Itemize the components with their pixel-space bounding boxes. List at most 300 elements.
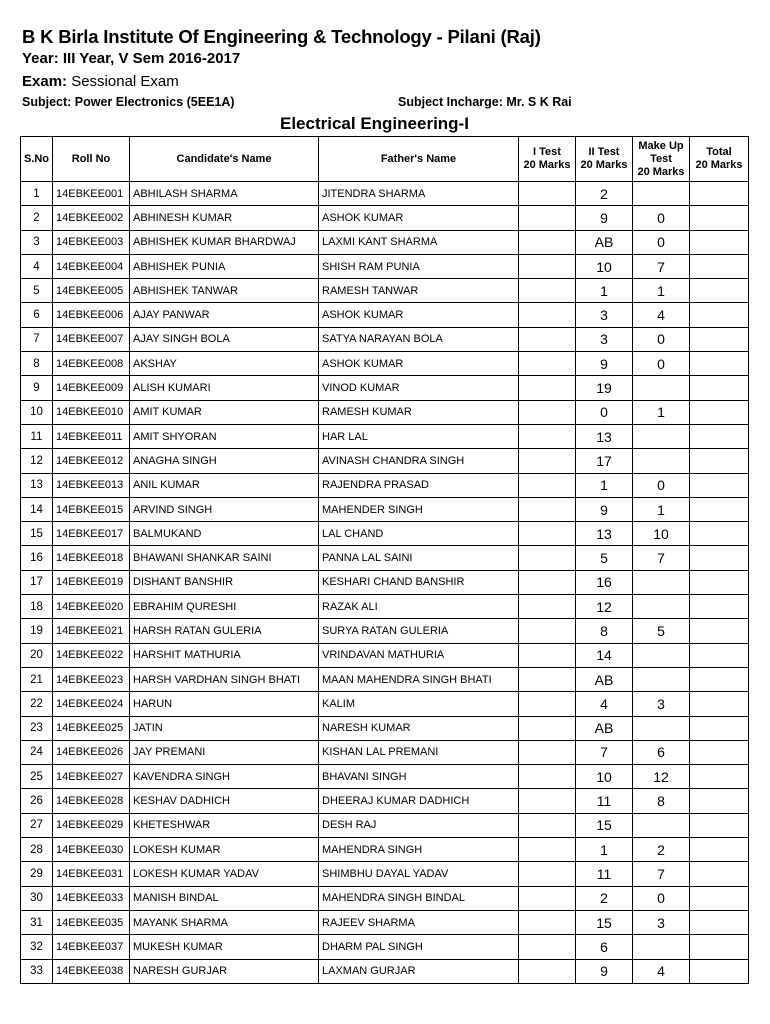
header-total [690, 137, 749, 182]
marks-table [20, 136, 749, 984]
cell-makeup-test: 0 [633, 230, 690, 254]
cell-test-1 [519, 182, 576, 206]
cell-makeup-test: 1 [633, 400, 690, 424]
cell-test-2: AB [576, 716, 633, 740]
cell-candidate-name: ANIL KUMAR [130, 473, 319, 497]
cell-test-2: 9 [576, 497, 633, 521]
cell-total [690, 230, 749, 254]
exam-label: Exam: [22, 73, 68, 90]
table-row [21, 546, 749, 570]
cell-father-name: MAAN MAHENDRA SINGH BHATI [319, 667, 519, 691]
cell-candidate-name: AJAY SINGH BOLA [130, 327, 319, 351]
table-row [21, 959, 749, 983]
cell-father-name: NARESH KUMAR [319, 716, 519, 740]
cell-test-1 [519, 740, 576, 764]
cell-test-1 [519, 716, 576, 740]
cell-sno: 18 [21, 595, 53, 619]
cell-father-name: ASHOK KUMAR [319, 206, 519, 230]
table-row [21, 910, 749, 934]
cell-test-1 [519, 643, 576, 667]
cell-candidate-name: NARESH GURJAR [130, 959, 319, 983]
cell-makeup-test: 4 [633, 303, 690, 327]
cell-father-name: LAL CHAND [319, 522, 519, 546]
header-total-line1: Total [706, 146, 732, 158]
cell-sno: 15 [21, 522, 53, 546]
cell-test-2: 10 [576, 254, 633, 278]
header-test-2 [576, 137, 633, 182]
cell-roll-no: 14EBKEE015 [53, 497, 130, 521]
cell-makeup-test [633, 813, 690, 837]
cell-makeup-test [633, 424, 690, 448]
cell-test-1 [519, 449, 576, 473]
cell-test-1 [519, 959, 576, 983]
cell-father-name: DHEERAJ KUMAR DADHICH [319, 789, 519, 813]
cell-makeup-test: 0 [633, 206, 690, 230]
cell-test-1 [519, 595, 576, 619]
cell-sno: 22 [21, 692, 53, 716]
cell-candidate-name: HARSHIT MATHURIA [130, 643, 319, 667]
cell-candidate-name: JAY PREMANI [130, 740, 319, 764]
cell-father-name: ASHOK KUMAR [319, 303, 519, 327]
cell-roll-no: 14EBKEE031 [53, 862, 130, 886]
cell-sno: 27 [21, 813, 53, 837]
cell-roll-no: 14EBKEE009 [53, 376, 130, 400]
cell-test-1 [519, 352, 576, 376]
cell-sno: 19 [21, 619, 53, 643]
cell-test-1 [519, 546, 576, 570]
cell-test-2: 9 [576, 352, 633, 376]
table-row [21, 813, 749, 837]
cell-father-name: VINOD KUMAR [319, 376, 519, 400]
cell-test-1 [519, 206, 576, 230]
table-row [21, 230, 749, 254]
cell-candidate-name: EBRAHIM QURESHI [130, 595, 319, 619]
table-row [21, 619, 749, 643]
cell-candidate-name: BHAWANI SHANKAR SAINI [130, 546, 319, 570]
cell-total [690, 279, 749, 303]
cell-test-2: 0 [576, 400, 633, 424]
cell-sno: 32 [21, 935, 53, 959]
cell-sno: 26 [21, 789, 53, 813]
cell-sno: 17 [21, 570, 53, 594]
cell-father-name: SHIMBHU DAYAL YADAV [319, 862, 519, 886]
cell-sno: 2 [21, 206, 53, 230]
cell-total [690, 424, 749, 448]
cell-makeup-test [633, 667, 690, 691]
table-row [21, 206, 749, 230]
table-row [21, 449, 749, 473]
cell-sno: 21 [21, 667, 53, 691]
cell-roll-no: 14EBKEE035 [53, 910, 130, 934]
table-row [21, 935, 749, 959]
cell-makeup-test [633, 182, 690, 206]
cell-father-name: AVINASH CHANDRA SINGH [319, 449, 519, 473]
cell-sno: 31 [21, 910, 53, 934]
cell-sno: 24 [21, 740, 53, 764]
cell-sno: 10 [21, 400, 53, 424]
cell-sno: 25 [21, 765, 53, 789]
cell-test-2: 15 [576, 813, 633, 837]
cell-sno: 13 [21, 473, 53, 497]
cell-candidate-name: ABHISHEK KUMAR BHARDWAJ [130, 230, 319, 254]
header-sno: S.No [21, 137, 53, 182]
cell-makeup-test: 10 [633, 522, 690, 546]
cell-test-2: 2 [576, 182, 633, 206]
table-row [21, 254, 749, 278]
cell-test-1 [519, 862, 576, 886]
table-row [21, 327, 749, 351]
cell-father-name: SHISH RAM PUNIA [319, 254, 519, 278]
cell-test-1 [519, 813, 576, 837]
cell-father-name: HAR LAL [319, 424, 519, 448]
cell-candidate-name: ALISH KUMARI [130, 376, 319, 400]
cell-total [690, 692, 749, 716]
cell-total [690, 765, 749, 789]
cell-father-name: RAMESH TANWAR [319, 279, 519, 303]
year-line: Year: III Year, V Sem 2016-2017 [22, 50, 241, 67]
cell-total [690, 206, 749, 230]
cell-candidate-name: JATIN [130, 716, 319, 740]
cell-test-1 [519, 400, 576, 424]
cell-test-1 [519, 497, 576, 521]
cell-roll-no: 14EBKEE008 [53, 352, 130, 376]
cell-sno: 12 [21, 449, 53, 473]
cell-candidate-name: ABHISHEK TANWAR [130, 279, 319, 303]
cell-makeup-test: 3 [633, 692, 690, 716]
header-total-line2: 20 Marks [695, 159, 743, 171]
cell-total [690, 182, 749, 206]
table-header-row [21, 137, 749, 182]
cell-candidate-name: AJAY PANWAR [130, 303, 319, 327]
cell-roll-no: 14EBKEE006 [53, 303, 130, 327]
table-row [21, 570, 749, 594]
cell-makeup-test: 8 [633, 789, 690, 813]
cell-test-2: 17 [576, 449, 633, 473]
cell-test-2: 11 [576, 789, 633, 813]
cell-test-1 [519, 910, 576, 934]
table-row [21, 740, 749, 764]
cell-test-2: 2 [576, 886, 633, 910]
header-makeup-test [633, 137, 690, 182]
branch-title: Electrical Engineering-I [280, 114, 469, 133]
cell-roll-no: 14EBKEE022 [53, 643, 130, 667]
cell-total [690, 619, 749, 643]
cell-test-2: 5 [576, 546, 633, 570]
cell-sno: 5 [21, 279, 53, 303]
cell-test-2: 9 [576, 959, 633, 983]
cell-sno: 16 [21, 546, 53, 570]
cell-test-2: 1 [576, 838, 633, 862]
cell-father-name: VRINDAVAN MATHURIA [319, 643, 519, 667]
cell-makeup-test: 3 [633, 910, 690, 934]
cell-test-1 [519, 667, 576, 691]
cell-makeup-test: 7 [633, 546, 690, 570]
header-makeup-line3: 20 Marks [637, 165, 685, 178]
cell-roll-no: 14EBKEE023 [53, 667, 130, 691]
cell-test-2: 10 [576, 765, 633, 789]
cell-roll-no: 14EBKEE030 [53, 838, 130, 862]
table-body [21, 182, 749, 984]
cell-roll-no: 14EBKEE026 [53, 740, 130, 764]
header-test-1 [519, 137, 576, 182]
header-test-1-line1: I Test [533, 146, 561, 158]
cell-makeup-test: 7 [633, 254, 690, 278]
cell-total [690, 497, 749, 521]
exam-value: Sessional Exam [67, 73, 179, 90]
cell-roll-no: 14EBKEE017 [53, 522, 130, 546]
cell-test-2: 8 [576, 619, 633, 643]
cell-candidate-name: LOKESH KUMAR [130, 838, 319, 862]
cell-makeup-test [633, 570, 690, 594]
cell-makeup-test: 6 [633, 740, 690, 764]
cell-roll-no: 14EBKEE007 [53, 327, 130, 351]
cell-father-name: SATYA NARAYAN BOLA [319, 327, 519, 351]
cell-test-1 [519, 886, 576, 910]
table-row [21, 400, 749, 424]
cell-roll-no: 14EBKEE033 [53, 886, 130, 910]
cell-father-name: PANNA LAL SAINI [319, 546, 519, 570]
cell-father-name: LAXMI KANT SHARMA [319, 230, 519, 254]
header-makeup-line2: Test [650, 152, 672, 165]
cell-total [690, 327, 749, 351]
header-father-name: Father's Name [319, 137, 519, 182]
cell-total [690, 862, 749, 886]
table-row [21, 522, 749, 546]
cell-test-2: 9 [576, 206, 633, 230]
cell-makeup-test: 4 [633, 959, 690, 983]
cell-test-2: 3 [576, 327, 633, 351]
cell-test-1 [519, 692, 576, 716]
table-row [21, 473, 749, 497]
cell-roll-no: 14EBKEE010 [53, 400, 130, 424]
cell-candidate-name: MAYANK SHARMA [130, 910, 319, 934]
cell-roll-no: 14EBKEE005 [53, 279, 130, 303]
cell-total [690, 376, 749, 400]
table-row [21, 497, 749, 521]
cell-test-2: 11 [576, 862, 633, 886]
cell-test-1 [519, 424, 576, 448]
cell-father-name: SURYA RATAN GULERIA [319, 619, 519, 643]
table-row [21, 424, 749, 448]
cell-test-2: 3 [576, 303, 633, 327]
cell-roll-no: 14EBKEE028 [53, 789, 130, 813]
cell-roll-no: 14EBKEE002 [53, 206, 130, 230]
cell-total [690, 303, 749, 327]
cell-father-name: DHARM PAL SINGH [319, 935, 519, 959]
cell-sno: 23 [21, 716, 53, 740]
cell-roll-no: 14EBKEE024 [53, 692, 130, 716]
cell-candidate-name: ABHISHEK PUNIA [130, 254, 319, 278]
cell-roll-no: 14EBKEE021 [53, 619, 130, 643]
cell-sno: 33 [21, 959, 53, 983]
cell-test-1 [519, 376, 576, 400]
cell-makeup-test [633, 449, 690, 473]
cell-father-name: LAXMAN GURJAR [319, 959, 519, 983]
cell-test-2: 13 [576, 522, 633, 546]
cell-makeup-test: 5 [633, 619, 690, 643]
cell-test-1 [519, 230, 576, 254]
cell-father-name: KALIM [319, 692, 519, 716]
cell-makeup-test [633, 935, 690, 959]
table-row [21, 279, 749, 303]
cell-candidate-name: MANISH BINDAL [130, 886, 319, 910]
cell-candidate-name: KESHAV DADHICH [130, 789, 319, 813]
cell-total [690, 595, 749, 619]
cell-roll-no: 14EBKEE038 [53, 959, 130, 983]
cell-test-2: 12 [576, 595, 633, 619]
cell-father-name: RAJEEV SHARMA [319, 910, 519, 934]
cell-candidate-name: HARSH VARDHAN SINGH BHATI [130, 667, 319, 691]
cell-makeup-test [633, 376, 690, 400]
cell-roll-no: 14EBKEE001 [53, 182, 130, 206]
header-candidate-name: Candidate's Name [130, 137, 319, 182]
cell-test-1 [519, 619, 576, 643]
cell-roll-no: 14EBKEE020 [53, 595, 130, 619]
cell-test-1 [519, 522, 576, 546]
cell-candidate-name: HARSH RATAN GULERIA [130, 619, 319, 643]
table-row [21, 886, 749, 910]
cell-sno: 7 [21, 327, 53, 351]
cell-total [690, 400, 749, 424]
table-row [21, 303, 749, 327]
header-test-2-line2: 20 Marks [580, 159, 628, 171]
cell-candidate-name: AKSHAY [130, 352, 319, 376]
cell-test-1 [519, 254, 576, 278]
table-row [21, 838, 749, 862]
cell-total [690, 886, 749, 910]
cell-roll-no: 14EBKEE018 [53, 546, 130, 570]
cell-total [690, 643, 749, 667]
subject-incharge: Subject Incharge: Mr. S K Rai [398, 95, 572, 109]
cell-total [690, 935, 749, 959]
cell-candidate-name: DISHANT BANSHIR [130, 570, 319, 594]
cell-total [690, 667, 749, 691]
cell-sno: 3 [21, 230, 53, 254]
cell-sno: 8 [21, 352, 53, 376]
cell-total [690, 254, 749, 278]
cell-makeup-test: 12 [633, 765, 690, 789]
cell-total [690, 740, 749, 764]
cell-test-2: 1 [576, 279, 633, 303]
cell-father-name: MAHENDRA SINGH BINDAL [319, 886, 519, 910]
cell-sno: 11 [21, 424, 53, 448]
cell-father-name: JITENDRA SHARMA [319, 182, 519, 206]
cell-candidate-name: HARUN [130, 692, 319, 716]
cell-sno: 28 [21, 838, 53, 862]
cell-makeup-test [633, 643, 690, 667]
cell-father-name: MAHENDER SINGH [319, 497, 519, 521]
cell-father-name: MAHENDRA SINGH [319, 838, 519, 862]
cell-total [690, 352, 749, 376]
cell-candidate-name: MUKESH KUMAR [130, 935, 319, 959]
cell-sno: 1 [21, 182, 53, 206]
cell-total [690, 570, 749, 594]
header-makeup-line1: Make Up [638, 139, 684, 152]
cell-test-1 [519, 838, 576, 862]
cell-makeup-test: 1 [633, 279, 690, 303]
cell-father-name: ASHOK KUMAR [319, 352, 519, 376]
cell-sno: 6 [21, 303, 53, 327]
header-roll-no: Roll No [53, 137, 130, 182]
cell-total [690, 838, 749, 862]
cell-makeup-test: 0 [633, 327, 690, 351]
cell-makeup-test: 0 [633, 886, 690, 910]
cell-makeup-test: 7 [633, 862, 690, 886]
cell-test-2: 15 [576, 910, 633, 934]
cell-sno: 29 [21, 862, 53, 886]
cell-roll-no: 14EBKEE025 [53, 716, 130, 740]
table-row [21, 376, 749, 400]
cell-roll-no: 14EBKEE011 [53, 424, 130, 448]
cell-makeup-test [633, 716, 690, 740]
cell-test-2: 16 [576, 570, 633, 594]
table-row [21, 716, 749, 740]
cell-sno: 4 [21, 254, 53, 278]
cell-makeup-test [633, 595, 690, 619]
cell-total [690, 473, 749, 497]
cell-roll-no: 14EBKEE029 [53, 813, 130, 837]
cell-total [690, 813, 749, 837]
table-row [21, 643, 749, 667]
institute-title: B K Birla Institute Of Engineering & Technology - Pilani (Raj) [22, 26, 541, 47]
table-row [21, 595, 749, 619]
subject-line: Subject: Power Electronics (5EE1A) [22, 95, 235, 109]
table-row [21, 667, 749, 691]
cell-candidate-name: AMIT KUMAR [130, 400, 319, 424]
cell-total [690, 546, 749, 570]
cell-total [690, 959, 749, 983]
cell-father-name: RAMESH KUMAR [319, 400, 519, 424]
cell-candidate-name: ANAGHA SINGH [130, 449, 319, 473]
cell-father-name: RAJENDRA PRASAD [319, 473, 519, 497]
cell-total [690, 522, 749, 546]
cell-test-2: 6 [576, 935, 633, 959]
cell-roll-no: 14EBKEE037 [53, 935, 130, 959]
cell-father-name: RAZAK ALI [319, 595, 519, 619]
cell-roll-no: 14EBKEE027 [53, 765, 130, 789]
cell-test-1 [519, 789, 576, 813]
cell-candidate-name: ABHINESH KUMAR [130, 206, 319, 230]
cell-test-2: 19 [576, 376, 633, 400]
cell-test-2: 4 [576, 692, 633, 716]
cell-test-1 [519, 303, 576, 327]
cell-roll-no: 14EBKEE013 [53, 473, 130, 497]
cell-test-1 [519, 279, 576, 303]
cell-candidate-name: BALMUKAND [130, 522, 319, 546]
cell-test-1 [519, 473, 576, 497]
table-row [21, 765, 749, 789]
cell-makeup-test: 1 [633, 497, 690, 521]
table-row [21, 862, 749, 886]
cell-total [690, 716, 749, 740]
cell-test-1 [519, 935, 576, 959]
cell-candidate-name: KHETESHWAR [130, 813, 319, 837]
cell-test-2: 7 [576, 740, 633, 764]
table-row [21, 692, 749, 716]
cell-father-name: KESHARI CHAND BANSHIR [319, 570, 519, 594]
cell-test-2: AB [576, 667, 633, 691]
cell-roll-no: 14EBKEE019 [53, 570, 130, 594]
cell-sno: 30 [21, 886, 53, 910]
cell-total [690, 910, 749, 934]
table-row [21, 789, 749, 813]
cell-candidate-name: AMIT SHYORAN [130, 424, 319, 448]
cell-candidate-name: KAVENDRA SINGH [130, 765, 319, 789]
table-row [21, 352, 749, 376]
exam-line [22, 73, 179, 90]
cell-candidate-name: ABHILASH SHARMA [130, 182, 319, 206]
cell-father-name: DESH RAJ [319, 813, 519, 837]
